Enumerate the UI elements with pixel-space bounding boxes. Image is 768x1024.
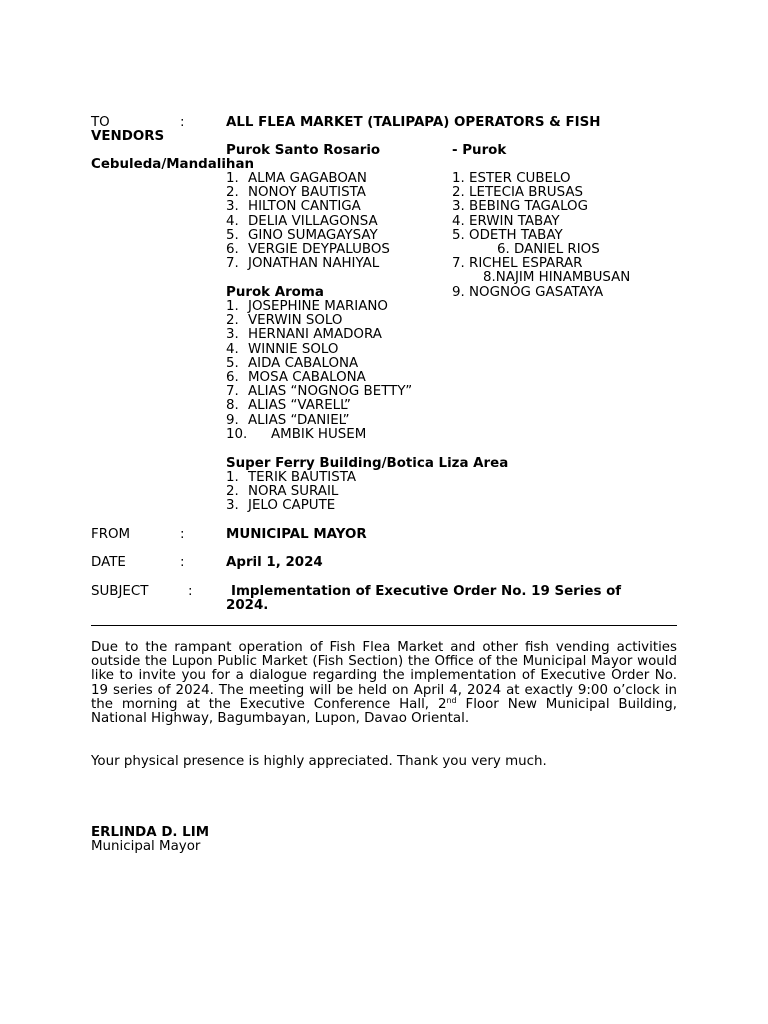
to-value: ALL FLEA MARKET (TALIPAPA) OPERATORS & FISH <box>226 115 601 130</box>
list-item: 1. JOSEPHINE MARIANO <box>226 299 388 314</box>
list-cebuleda <box>452 172 630 300</box>
list-item: 2. VERWIN SOLO <box>226 313 343 329</box>
list-item: 3. HILTON CANTIGA <box>226 199 361 215</box>
list-item: 5. ODETH TABAY <box>452 227 563 243</box>
list-item: 6. DANIEL RIOS <box>497 241 600 257</box>
list-item: 1. TERIK BAUTISTA <box>226 470 357 485</box>
list-item: 3. BEBING TAGALOG <box>452 199 588 215</box>
group-heading-aroma: Purok Aroma <box>226 285 324 300</box>
divider <box>91 625 677 626</box>
list-item: 7. JONATHAN NAHIYAL <box>226 256 380 272</box>
list-super-ferry <box>226 471 356 514</box>
list-item: 4. WINNIE SOLO <box>226 341 339 357</box>
subject-label: SUBJECT <box>91 584 149 599</box>
group-heading-cebuleda-continued: Cebuleda/Mandalihan <box>91 157 255 172</box>
list-item: 1. ALMA GAGABOAN <box>226 171 367 186</box>
from-label: FROM <box>91 527 131 542</box>
date-label: DATE <box>91 555 126 570</box>
list-item: 2. NONOY BAUTISTA <box>226 185 366 201</box>
list-item: 2. LETECIA BRUSAS <box>452 185 584 201</box>
subject-colon: : <box>188 584 193 599</box>
list-item: 10. AMBIK HUSEM <box>226 426 367 442</box>
from-value: MUNICIPAL MAYOR <box>226 527 367 542</box>
list-item: 5. GINO SUMAGAYSAY <box>226 227 378 243</box>
closing-paragraph: Your physical presence is highly appreciated. Thank you very much. <box>91 754 547 769</box>
list-item: 9. NOGNOG GASATAYA <box>452 284 604 300</box>
subject-value-continued: 2024. <box>226 598 269 613</box>
signatory-title: Municipal Mayor <box>91 839 201 854</box>
group-heading-super-ferry: Super Ferry Building/Botica Liza Area <box>226 456 509 471</box>
list-aroma <box>226 300 412 442</box>
list-item: 3. JELO CAPUTE <box>226 498 336 514</box>
list-item: 4. ERWIN TABAY <box>452 213 560 229</box>
list-santo-rosario <box>226 172 390 271</box>
to-value-continued: VENDORS <box>91 129 165 144</box>
signatory-name: ERLINDA D. LIM <box>91 825 210 840</box>
list-item: 5. AIDA CABALONA <box>226 355 359 371</box>
to-label: TO <box>91 115 110 130</box>
list-item: 4. DELIA VILLAGONSA <box>226 213 378 229</box>
group-heading-santo-rosario: Purok Santo Rosario <box>226 143 381 158</box>
subject-value: Implementation of Executive Order No. 19 Series of <box>231 584 622 599</box>
list-item: 7. ALIAS “NOGNOG BETTY” <box>226 384 413 400</box>
date-value: April 1, 2024 <box>226 555 323 570</box>
list-item: 2. NORA SURAIL <box>226 484 339 500</box>
list-item: 8.NAJIM HINAMBUSAN <box>483 270 631 286</box>
list-item: 3. HERNANI AMADORA <box>226 327 382 343</box>
list-item: 6. MOSA CABALONA <box>226 369 366 385</box>
list-item: 6. VERGIE DEYPALUBOS <box>226 241 390 257</box>
list-item: 1. ESTER CUBELO <box>452 171 571 186</box>
from-colon: : <box>180 527 185 542</box>
list-item: 8. ALIAS “VARELL” <box>226 398 351 414</box>
list-item: 9. ALIAS “DANIEL” <box>226 412 350 428</box>
to-colon: : <box>180 115 185 130</box>
list-item: 7. RICHEL ESPARAR <box>452 256 583 272</box>
group-heading-cebuleda: - Purok <box>452 143 507 158</box>
date-colon: : <box>180 555 185 570</box>
body-paragraph: Due to the rampant operation of Fish Flea Market and other fish vending activities outside the Lupon Public Market (Fish Section) the Office of the Municipal Mayor would like to invite you for a dialogue regarding the implementation of Executive Order No. 19 series of 2024. The meeting will be held on April 4, 2024 at exactly 9:00 o’clock in the morning at the Executive Conference Hall, 2nd Floor New Municipal Building, National Highway, Bagumbayan, Lupon, Davao Oriental. <box>91 640 677 727</box>
